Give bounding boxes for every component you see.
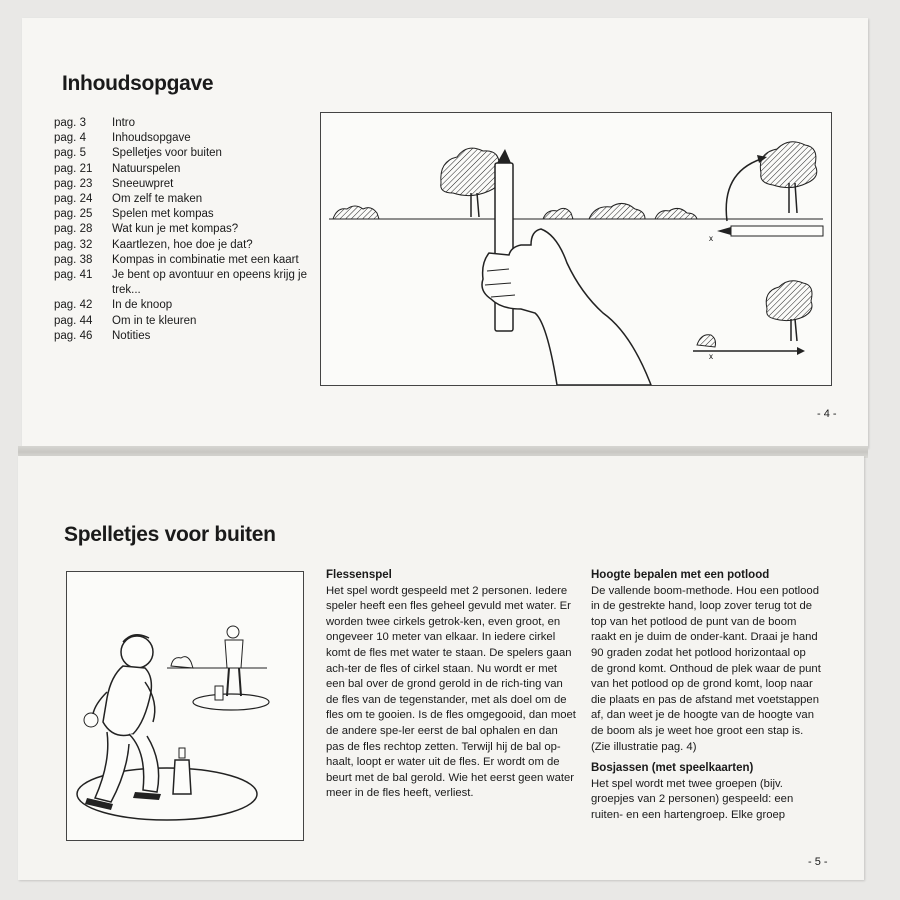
toc-title: Om in te kleuren	[112, 314, 197, 327]
toc-page-ref: pag. 32	[54, 238, 93, 251]
bottle-game-illustration	[66, 571, 304, 841]
toc-title: Kompas in combinatie met een kaart	[112, 253, 299, 266]
bottle-game-drawing	[67, 572, 303, 840]
page-number: - 5 -	[808, 856, 828, 868]
toc-title: Inhoudsopgave	[112, 132, 191, 145]
toc-page-ref: pag. 28	[54, 223, 93, 236]
toc-title: Om zelf te maken	[112, 193, 203, 206]
table-of-contents	[54, 116, 314, 344]
toc-title: Natuurspelen	[112, 162, 181, 175]
toc-title: Spelen met kompas	[112, 208, 214, 221]
toc-page-ref: pag. 42	[54, 299, 93, 312]
toc-entry	[54, 116, 314, 131]
svg-text:x: x	[709, 234, 713, 243]
toc-title: In de knoop	[112, 299, 173, 312]
flessenspel-text: Het spel wordt gespeeld met 2 personen. Iedere speler heeft een fles geheel gevuld met water. Er worden twee cirkels getrok-ken, even groot, en ongeveer 10 meter van elkaar. In iedere cirkel komt de fles met water te staan. De spelers gaan ach-ter de fles of cirkel staan. Nu wordt er met een bal over de grond gerold in de rich-ting van de fles van de tegenstander, met als doel om de fles om te gooien. Is de fles omgegooid, dan moet de andere spe-ler eerst de bal ophalen en dan pas de fles rechtop zetten. Terwijl hij de bal op-haalt, loopt er water uit de fles. Er wordt om de beurt met de bal gerold. Wie het eerst geen water meer in de fles heeft, verliest.	[326, 584, 576, 800]
toc-page-ref: pag. 41	[54, 269, 93, 282]
toc-entry	[54, 207, 314, 222]
svg-text:x: x	[709, 352, 713, 361]
toc-heading: Inhoudsopgave	[62, 72, 214, 95]
toc-page-ref: pag. 46	[54, 329, 93, 342]
toc-page-ref: pag. 3	[54, 117, 86, 129]
toc-entry	[54, 177, 314, 192]
toc-entry	[54, 314, 314, 329]
section-heading: Spelletjes voor buiten	[64, 523, 276, 546]
text-column-right	[591, 568, 821, 824]
bosjassen-text: Het spel wordt met twee groepen (bijv. groepjes van 2 personen) gespeeld: een ruiten- en een hartengroep. Elke groep	[591, 777, 794, 821]
toc-entry	[54, 268, 314, 298]
hoogte-title: Hoogte bepalen met een potlood	[591, 569, 770, 581]
toc-title: Sneeuwpret	[112, 177, 174, 190]
toc-title: Notities	[112, 329, 151, 342]
toc-entry	[54, 146, 314, 161]
toc-title: Wat kun je met kompas?	[112, 223, 239, 236]
toc-page-ref: pag. 38	[54, 253, 93, 266]
toc-entry	[54, 192, 314, 207]
toc-title: Je bent op avontuur en opeens krijg je trek...	[112, 269, 307, 297]
flessenspel-title: Flessenspel	[326, 569, 392, 581]
page-number: - 4 -	[817, 408, 837, 420]
toc-entry	[54, 238, 314, 253]
toc-page-ref: pag. 23	[54, 177, 93, 190]
toc-title: Intro	[112, 117, 136, 129]
toc-entry	[54, 131, 314, 146]
page-5	[18, 456, 864, 880]
toc-entry	[54, 298, 314, 313]
toc-page-ref: pag. 44	[54, 314, 93, 327]
toc-page-ref: pag. 25	[54, 208, 93, 221]
toc-title: Spelletjes voor buiten	[112, 147, 222, 160]
toc-page-ref: pag. 21	[54, 162, 93, 175]
text-column-left	[326, 568, 576, 802]
toc-title: Kaartlezen, hoe doe je dat?	[112, 238, 253, 251]
toc-entry	[54, 253, 314, 268]
toc-page-ref: pag. 24	[54, 193, 93, 206]
hoogte-text: De vallende boom-methode. Hou een potlood in de gestrekte hand, loop zover terug tot de top van het potlood de punt van de boom raakt en je duim de onder-kant. Draai je hand 90 graden zodat het potlood horizontaal op de grond komt. Onthoud de plek waar de punt van het potlood op de grond komt, loop naar die plaats en pas de afstand met voetstappen af, dan weet je de hoogte van de hoogte van de boom als je weet hoe groot een stap is. (Zie illustratie pag. 4)	[591, 584, 821, 753]
toc-entry	[54, 329, 314, 344]
pencil-height-illustration	[320, 112, 832, 386]
toc-entry	[54, 222, 314, 237]
toc-page-ref: pag. 5	[54, 147, 86, 160]
pencil-method-drawing	[321, 113, 831, 385]
bosjassen-title: Bosjassen (met speelkaarten)	[591, 762, 754, 775]
page-4	[22, 18, 868, 448]
toc-entry	[54, 162, 314, 177]
toc-page-ref: pag. 4	[54, 132, 86, 145]
